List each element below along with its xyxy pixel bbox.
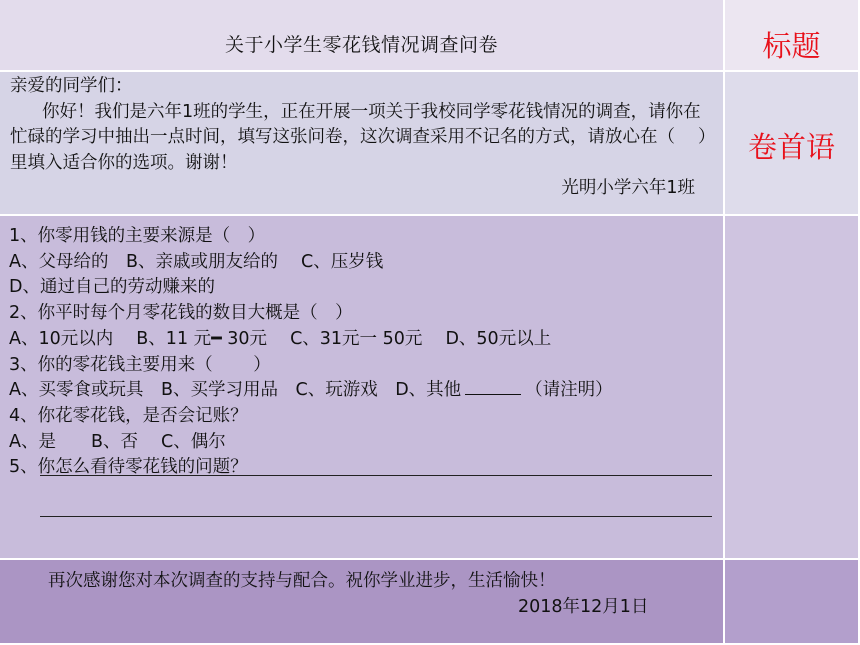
closing-date: 2018年12月1日: [518, 597, 649, 617]
question-list: [9, 224, 713, 481]
intro-signature: 光明小学六年1班: [561, 178, 695, 198]
question-2-options: A、10元以内 B、11 元━ 30元 C、31元一 50元 D、50元以上: [9, 328, 552, 349]
intro-body: 你好！我们是六年1班的学生，正在开展一项关于我校同学零花钱情况的调查，请你在忙碌的学习中抽出一点时间，填写这张问卷，这次调查采用不记名的方式，请放心在（ ）里填入适合你的选项。谢谢！: [10, 101, 707, 173]
intro-annotation: 卷首语: [747, 130, 835, 164]
intro-greeting: 亲爱的同学们：: [10, 76, 133, 96]
title-side-cell: [725, 0, 860, 72]
closing-side-cell: [725, 560, 860, 645]
closing-cell: [0, 560, 725, 645]
question-1-options: A、父母给的 B、亲戚或朋友给的 C、压岁钱: [9, 251, 384, 272]
other-fill-blank[interactable]: [465, 380, 521, 395]
page-title: 关于小学生零花钱情况调查问卷: [224, 34, 498, 56]
question-3-note: （请注明）: [525, 380, 613, 401]
question-2: 2、你平时每个月零花钱的数目大概是（ ）: [9, 303, 353, 324]
question-1: 1、你零用钱的主要来源是（ ）: [9, 226, 266, 246]
intro-cell: [0, 72, 725, 216]
question-1-option-d: D、通过自己的劳动赚来的: [9, 277, 215, 298]
question-3-options: [9, 378, 713, 404]
answer-line[interactable]: [40, 516, 712, 517]
question-5: 5、你怎么看待零花钱的问题？: [9, 457, 248, 478]
intro-text: [10, 74, 709, 202]
intro-side-cell: [725, 72, 860, 216]
closing-thanks: 再次感谢您对本次调查的支持与配合。祝你学业进步，生活愉快！: [48, 571, 556, 591]
question-4: 4、你花零花钱，是否会记账？: [9, 405, 248, 426]
title-annotation: 标题: [762, 29, 821, 63]
question-3: 3、你的零花钱主要用来（ ）: [9, 354, 271, 375]
answer-line[interactable]: [40, 475, 712, 476]
title-cell: [0, 0, 725, 72]
question-4-options: A、是 B、否 C、偶尔: [9, 431, 226, 452]
questions-side-cell: [725, 216, 860, 560]
questions-cell: [0, 216, 725, 560]
question-3-options-text: A、买零食或玩具 B、买学习用品 C、玩游戏 D、其他: [9, 380, 462, 401]
